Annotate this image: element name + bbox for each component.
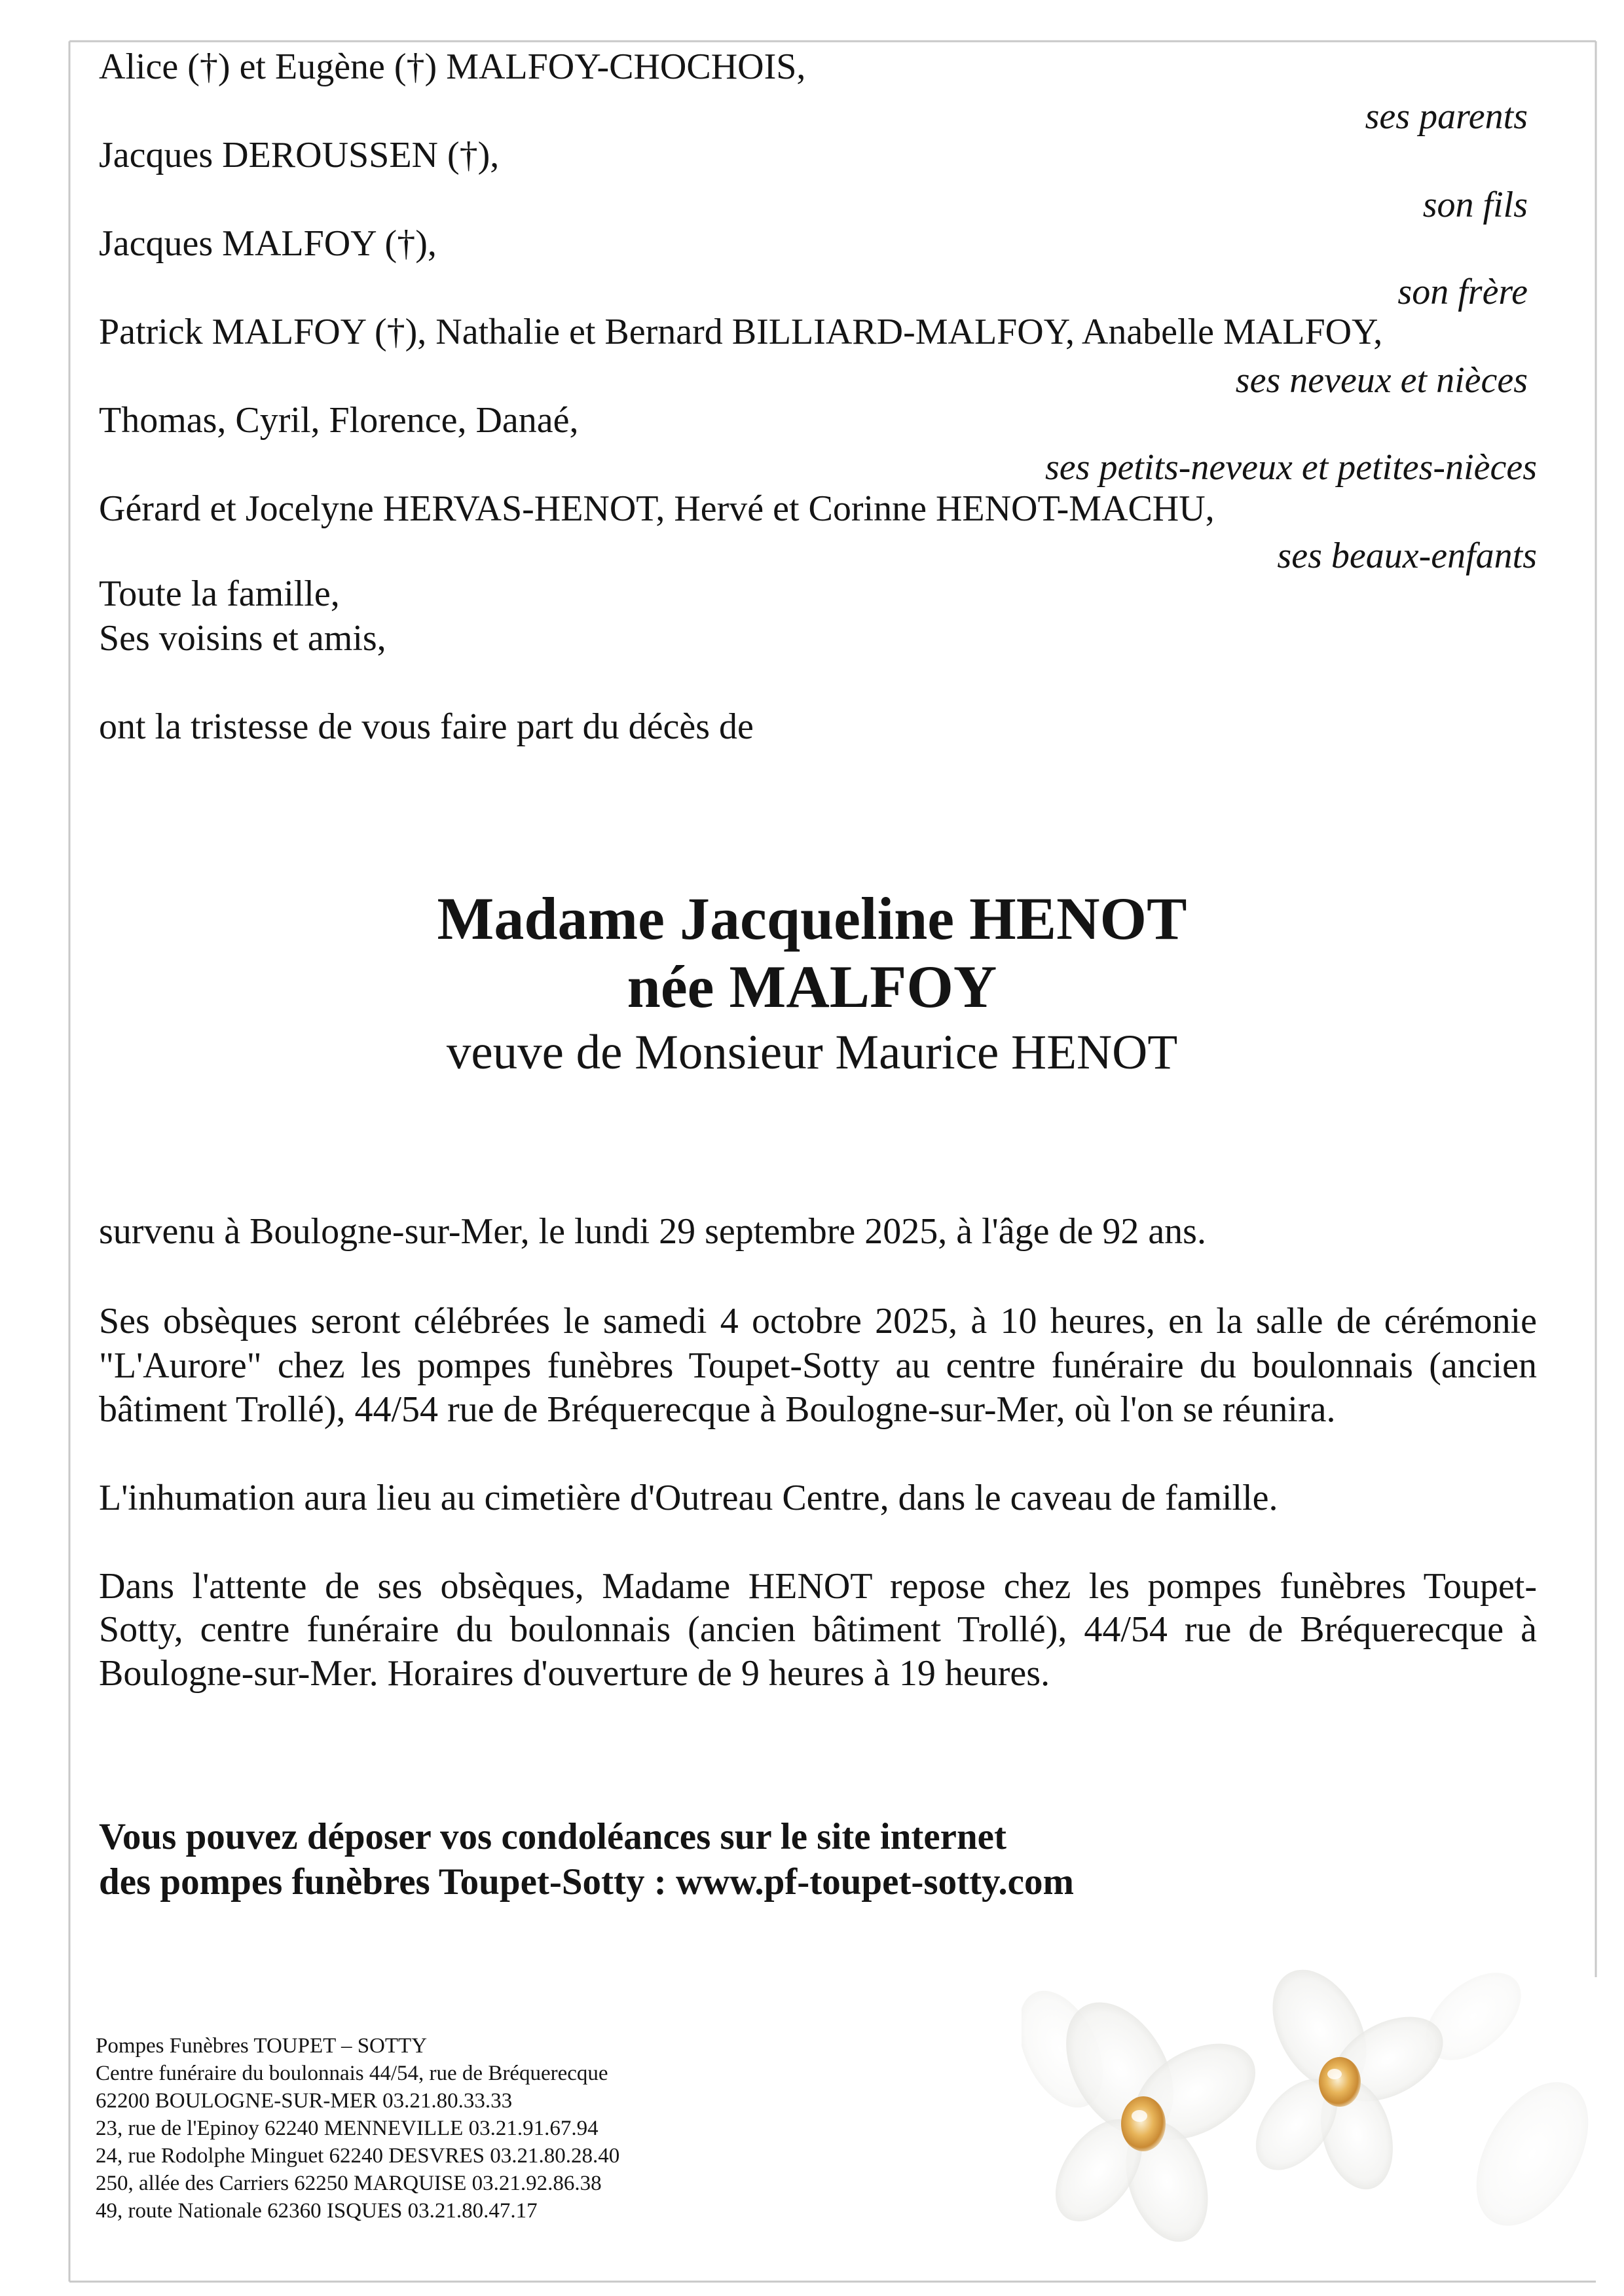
footer-address-line: Centre funéraire du boulonnais 44/54, rue de Bréquerecque bbox=[96, 2062, 608, 2085]
deceased-name: Madame Jacqueline HENOT bbox=[437, 885, 1187, 952]
family-names-grandnephews: Thomas, Cyril, Florence, Danaé, bbox=[99, 400, 579, 441]
family-relation-parents: ses parents bbox=[1365, 96, 1528, 137]
family-relation-nephews: ses neveux et nièces bbox=[1235, 360, 1528, 401]
footer-address-line: 49, route Nationale 62360 ISQUES 03.21.80.47.17 bbox=[96, 2199, 538, 2223]
closing-neighbours: Ses voisins et amis, bbox=[99, 618, 386, 659]
closing-family: Toute la famille, bbox=[99, 574, 340, 614]
family-relation-son: son fils bbox=[1422, 185, 1528, 225]
announcement-text: ont la tristesse de vous faire part du décès de bbox=[99, 706, 754, 747]
deceased-maiden-name: née MALFOY bbox=[627, 953, 997, 1020]
death-details: survenu à Boulogne-sur-Mer, le lundi 29 septembre 2025, à l'âge de 92 ans. bbox=[99, 1211, 1206, 1252]
viewing-line-2: Sotty, centre funéraire du boulonnais (ancien bâtiment Trollé), 44/54 rue de Bréquerecque à bbox=[99, 1609, 1537, 1650]
footer-address-line: 24, rue Rodolphe Minguet 62240 DESVRES 03.21.80.28.40 bbox=[96, 2144, 620, 2168]
funeral-line-3: bâtiment Trollé), 44/54 rue de Bréquerecque à Boulogne-sur-Mer, où l'on se réunira. bbox=[99, 1389, 1336, 1430]
family-relation-stepchildren: ses beaux-enfants bbox=[1277, 536, 1537, 576]
family-names-nephews: Patrick MALFOY (†), Nathalie et Bernard BILLIARD-MALFOY, Anabelle MALFOY, bbox=[99, 312, 1383, 352]
footer-address-line: 250, allée des Carriers 62250 MARQUISE 03.21.92.86.38 bbox=[96, 2172, 602, 2195]
family-names-stepchildren: Gérard et Jocelyne HERVAS-HENOT, Hervé et Corinne HENOT-MACHU, bbox=[99, 488, 1215, 529]
footer-address-line: 62200 BOULOGNE-SUR-MER 03.21.80.33.33 bbox=[96, 2089, 513, 2113]
family-names-brother: Jacques MALFOY (†), bbox=[99, 223, 437, 264]
footer-address-line: 23, rue de l'Epinoy 62240 MENNEVILLE 03.21.91.67.94 bbox=[96, 2117, 599, 2140]
family-names-son: Jacques DEROUSSEN (†), bbox=[99, 135, 500, 175]
viewing-line-3: Boulogne-sur-Mer. Horaires d'ouverture de 9 heures à 19 heures. bbox=[99, 1653, 1050, 1694]
family-relation-brother: son frère bbox=[1397, 272, 1528, 312]
condolences-line-1: Vous pouvez déposer vos condoléances sur le site internet bbox=[99, 1816, 1006, 1857]
condolences-line-2: des pompes funèbres Toupet-Sotty : www.pf-toupet-sotty.com bbox=[99, 1861, 1074, 1903]
family-names-parents: Alice (†) et Eugène (†) MALFOY-CHOCHOIS, bbox=[99, 46, 806, 87]
orchid-flower-right bbox=[1240, 1954, 1457, 2197]
funeral-line-2: "L'Aurore" chez les pompes funèbres Toupet-Sotty au centre funéraire du boulonnais (ancien bbox=[99, 1345, 1537, 1386]
funeral-home-footer bbox=[96, 2032, 619, 2225]
footer-company-name: Pompes Funèbres TOUPET – SOTTY bbox=[96, 2034, 428, 2058]
family-relation-grandnephews: ses petits-neveux et petites-nièces bbox=[1045, 447, 1537, 488]
funeral-line-1: Ses obsèques seront célébrées le samedi 4 octobre 2025, à 10 heures, en la salle de cérémonie bbox=[99, 1301, 1537, 1341]
viewing-line-1: Dans l'attente de ses obsèques, Madame HENOT repose chez les pompes funèbres Toupet- bbox=[99, 1566, 1537, 1607]
orchid-flowers-image bbox=[1022, 1938, 1598, 2291]
orchid-flower-left bbox=[1038, 1984, 1272, 2253]
deceased-widow-of: veuve de Monsieur Maurice HENOT bbox=[446, 1025, 1178, 1080]
burial-details: L'inhumation aura lieu au cimetière d'Outreau Centre, dans le caveau de famille. bbox=[99, 1478, 1278, 1518]
